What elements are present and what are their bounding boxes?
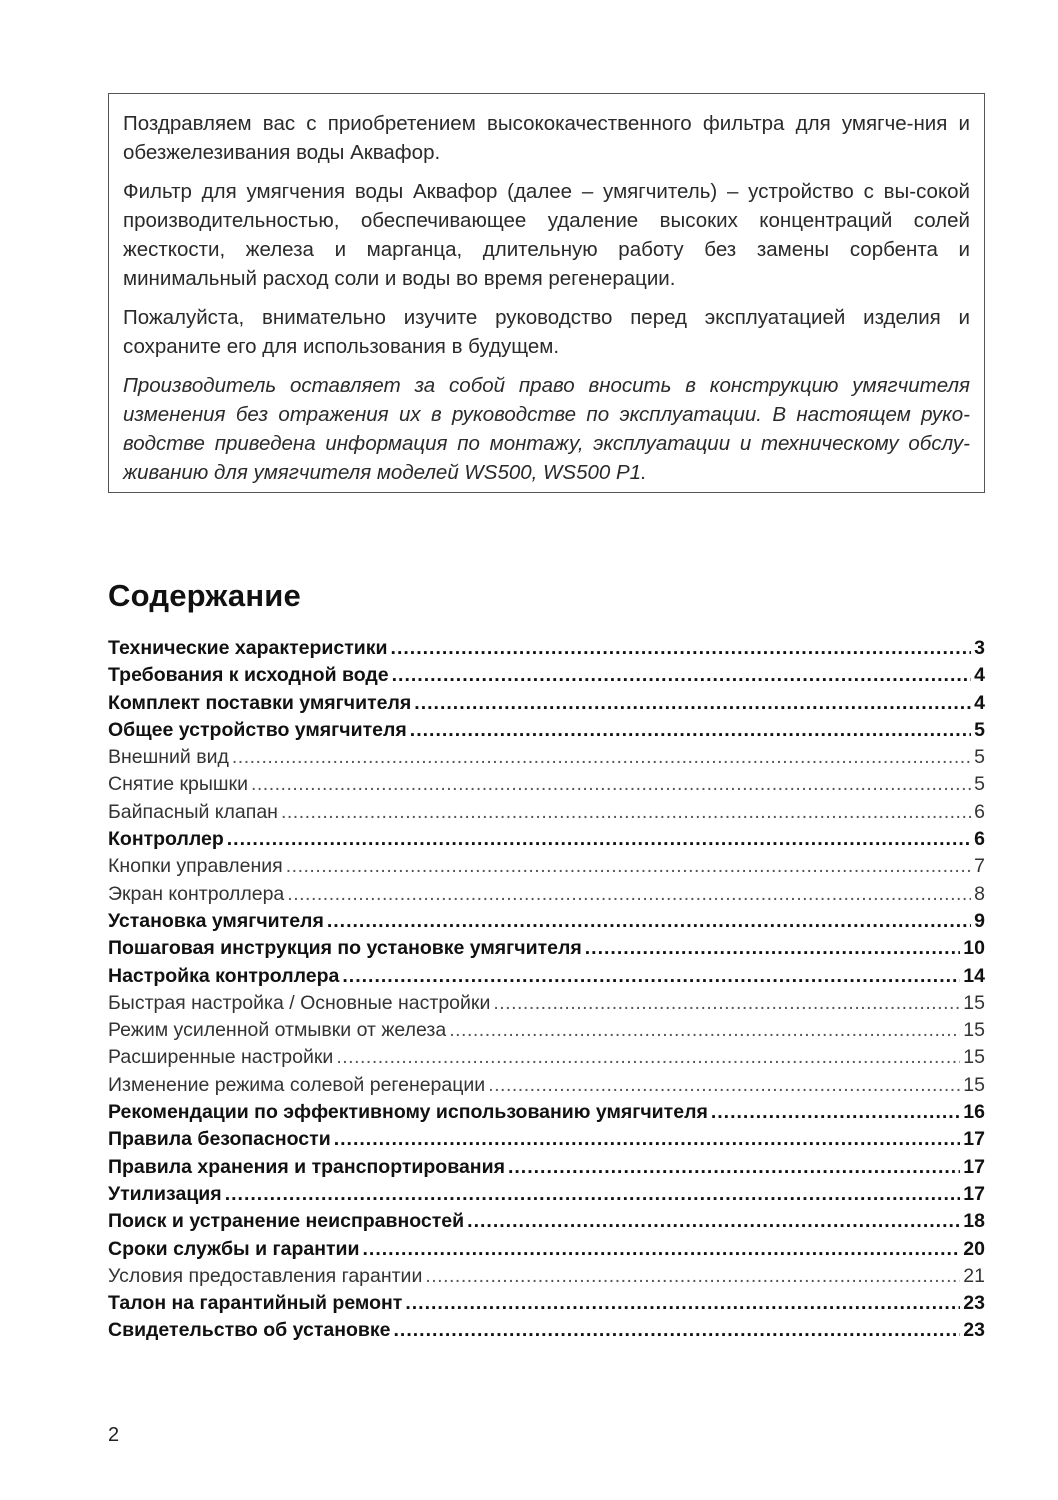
toc-entry-title: Талон на гарантийный ремонт bbox=[108, 1292, 403, 1315]
toc-entry-page: 5 bbox=[974, 773, 985, 796]
toc-entry[interactable] bbox=[108, 828, 985, 855]
toc-entry[interactable] bbox=[108, 1046, 985, 1073]
toc-entry-title: Экран контроллера bbox=[108, 882, 285, 905]
toc-entry[interactable] bbox=[108, 937, 985, 964]
toc-entry-title: Пошаговая инструкция по установке умягчителя bbox=[108, 937, 582, 960]
toc-entry-title: Быстрая настройка / Основные настройки bbox=[108, 991, 491, 1014]
toc-entry[interactable] bbox=[108, 746, 985, 773]
toc-entry-title: Байпасный клапан bbox=[108, 800, 278, 823]
toc-dot-leader bbox=[449, 1019, 960, 1042]
toc-entry-title: Установка умягчителя bbox=[108, 909, 324, 932]
toc-entry-title: Расширенные настройки bbox=[108, 1046, 334, 1069]
toc-entry-page: 17 bbox=[963, 1155, 985, 1178]
toc-entry[interactable] bbox=[108, 1210, 985, 1237]
toc-entry[interactable] bbox=[108, 1238, 985, 1265]
toc-dot-leader bbox=[281, 801, 971, 824]
toc-entry[interactable] bbox=[108, 1183, 985, 1210]
toc-entry[interactable] bbox=[108, 719, 985, 746]
toc-entry[interactable] bbox=[108, 637, 985, 664]
toc-dot-leader bbox=[336, 1046, 960, 1069]
toc-entry-title: Общее устройство умягчителя bbox=[108, 718, 407, 741]
toc-dot-leader bbox=[425, 1265, 960, 1288]
table-of-contents bbox=[108, 637, 985, 1347]
toc-entry-page: 17 bbox=[963, 1128, 985, 1151]
toc-entry-title: Изменение режима солевой регенерации bbox=[108, 1073, 486, 1096]
toc-dot-leader bbox=[286, 855, 971, 878]
toc-entry-page: 8 bbox=[974, 882, 985, 905]
toc-entry-page: 21 bbox=[963, 1264, 985, 1287]
toc-entry[interactable] bbox=[108, 692, 985, 719]
toc-entry-title: Свидетельство об установке bbox=[108, 1319, 391, 1342]
intro-paragraph-2: Фильтр для умягчения воды Аквафор (далее – умягчитель) – устройство с вы-сокой производительностью, обеспечивающее удаление высоких концентраций солей жесткости, железа и марганца, длительную работу без замены сорбента и минимальный расход соли и воды во время регенерации. bbox=[123, 180, 970, 290]
toc-entry[interactable] bbox=[108, 883, 985, 910]
toc-entry-page: 6 bbox=[974, 828, 985, 851]
toc-entry-title: Режим усиленной отмывки от железа bbox=[108, 1019, 447, 1042]
toc-dot-leader bbox=[232, 746, 971, 769]
toc-entry[interactable] bbox=[108, 773, 985, 800]
toc-entry-title: Кнопки управления bbox=[108, 855, 283, 878]
toc-entry-title: Настройка контроллера bbox=[108, 964, 340, 987]
toc-entry-page: 3 bbox=[974, 637, 985, 659]
toc-dot-leader bbox=[327, 910, 971, 933]
toc-entry-page: 15 bbox=[963, 1046, 985, 1069]
toc-entry-page: 15 bbox=[963, 1073, 985, 1096]
toc-dot-leader bbox=[410, 719, 971, 742]
toc-entry-page: 5 bbox=[974, 746, 985, 769]
toc-entry-title: Условия предоставления гарантии bbox=[108, 1264, 423, 1287]
toc-heading: Содержание bbox=[108, 578, 301, 613]
toc-entry-title: Снятие крышки bbox=[108, 773, 248, 796]
toc-entry-page: 10 bbox=[963, 937, 985, 960]
toc-entry[interactable] bbox=[108, 1156, 985, 1183]
toc-entry-page: 7 bbox=[974, 855, 985, 878]
toc-dot-leader bbox=[394, 1319, 961, 1342]
toc-dot-leader bbox=[508, 1156, 960, 1179]
toc-entry[interactable] bbox=[108, 1265, 985, 1292]
toc-entry[interactable] bbox=[108, 1101, 985, 1128]
toc-entry-title: Правила хранения и транспортирования bbox=[108, 1155, 505, 1178]
toc-dot-leader bbox=[287, 883, 971, 906]
toc-dot-leader bbox=[488, 1074, 960, 1097]
toc-entry-title: Поиск и устранение неисправностей bbox=[108, 1210, 465, 1233]
toc-entry-page: 23 bbox=[963, 1319, 985, 1342]
toc-entry-page: 4 bbox=[974, 664, 985, 687]
toc-entry-title: Требования к исходной воде bbox=[108, 664, 389, 687]
toc-entry-page: 6 bbox=[974, 800, 985, 823]
toc-entry-title: Правила безопасности bbox=[108, 1128, 331, 1151]
toc-entry-page: 4 bbox=[974, 691, 985, 714]
intro-paragraph-1: Поздравляем вас с приобретением высококачественного фильтра для умягче-ния и обезжелезивания воды Аквафор. bbox=[123, 112, 970, 164]
toc-dot-leader bbox=[467, 1210, 960, 1233]
toc-dot-leader bbox=[334, 1128, 961, 1151]
toc-entry-page: 9 bbox=[974, 909, 985, 932]
intro-paragraph-disclaimer: Производитель оставляет за собой право вносить в конструкцию умягчителя изменения без отражения их в руководстве по эксплуатации. В настоящем руко-водстве приведена информация по монтажу, эксплуатации и техническому обслу-живанию для умягчителя моделей WS500, WS500 P1. bbox=[123, 374, 970, 484]
toc-entry-title: Рекомендации по эффективному использованию умягчителя bbox=[108, 1101, 708, 1124]
toc-entry[interactable] bbox=[108, 992, 985, 1019]
toc-entry-title: Контроллер bbox=[108, 828, 224, 851]
intro-paragraph-3: Пожалуйста, внимательно изучите руководство перед эксплуатацией изделия и сохраните его для использования в будущем. bbox=[123, 306, 970, 358]
toc-entry-page: 23 bbox=[963, 1292, 985, 1315]
toc-entry-page: 20 bbox=[963, 1237, 985, 1260]
toc-entry-title: Внешний вид bbox=[108, 746, 229, 769]
toc-entry-title: Комплект поставки умягчителя bbox=[108, 691, 412, 714]
toc-entry[interactable] bbox=[108, 1074, 985, 1101]
toc-entry-page: 18 bbox=[963, 1210, 985, 1233]
toc-entry[interactable] bbox=[108, 1128, 985, 1155]
toc-entry-title: Технические характеристики bbox=[108, 637, 388, 659]
toc-dot-leader bbox=[392, 664, 972, 687]
toc-entry[interactable] bbox=[108, 1292, 985, 1319]
toc-entry[interactable] bbox=[108, 855, 985, 882]
toc-dot-leader bbox=[414, 692, 971, 715]
toc-entry[interactable] bbox=[108, 1319, 985, 1346]
toc-entry-page: 15 bbox=[963, 1019, 985, 1042]
toc-dot-leader bbox=[342, 965, 960, 988]
toc-entry[interactable] bbox=[108, 910, 985, 937]
toc-entry-page: 5 bbox=[974, 718, 985, 741]
toc-entry-page: 15 bbox=[963, 991, 985, 1014]
toc-dot-leader bbox=[363, 1238, 961, 1261]
toc-dot-leader bbox=[225, 1183, 961, 1206]
toc-dot-leader bbox=[391, 637, 972, 660]
toc-entry[interactable] bbox=[108, 965, 985, 992]
toc-dot-leader bbox=[405, 1292, 960, 1315]
toc-entry[interactable] bbox=[108, 1019, 985, 1046]
toc-dot-leader bbox=[227, 828, 971, 851]
page-number: 2 bbox=[108, 1424, 120, 1446]
toc-entry[interactable] bbox=[108, 801, 985, 828]
toc-entry-page: 14 bbox=[963, 964, 985, 987]
toc-entry-title: Утилизация bbox=[108, 1182, 222, 1205]
toc-entry-page: 17 bbox=[963, 1182, 985, 1205]
toc-entry-page: 16 bbox=[963, 1101, 985, 1124]
toc-entry[interactable] bbox=[108, 664, 985, 691]
toc-dot-leader bbox=[493, 992, 960, 1015]
toc-dot-leader bbox=[711, 1101, 960, 1124]
toc-entry-title: Сроки службы и гарантии bbox=[108, 1237, 360, 1260]
toc-dot-leader bbox=[251, 773, 971, 796]
intro-box bbox=[108, 93, 985, 493]
toc-dot-leader bbox=[585, 937, 961, 960]
